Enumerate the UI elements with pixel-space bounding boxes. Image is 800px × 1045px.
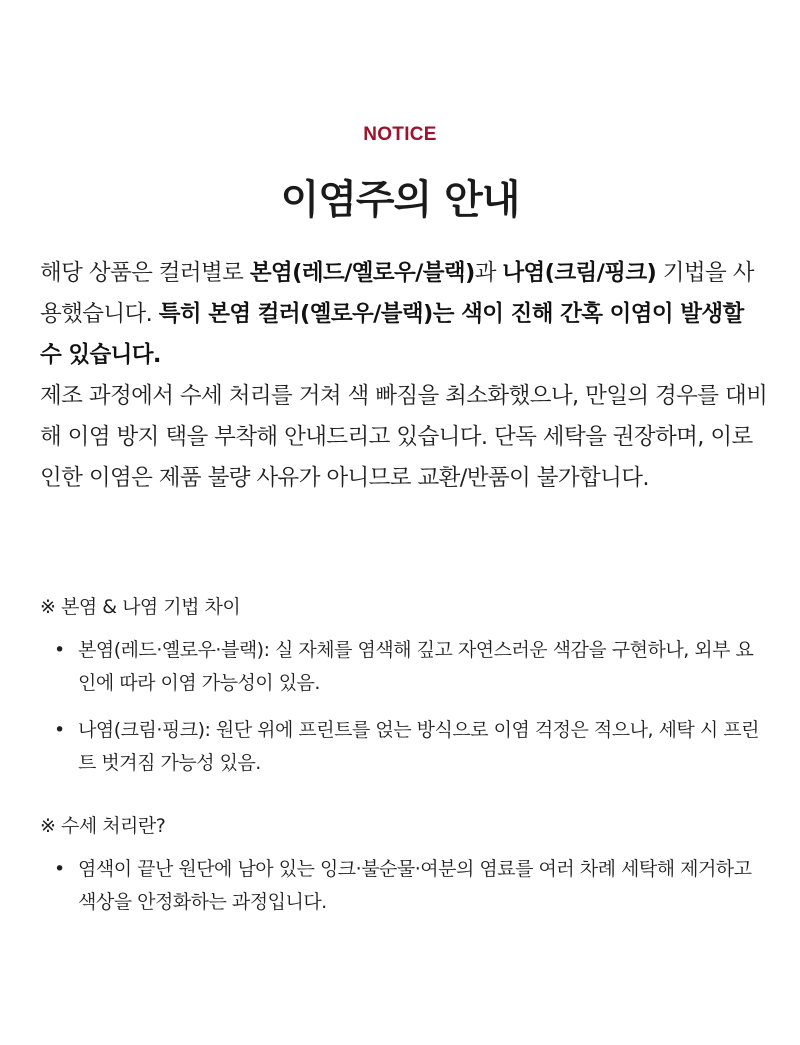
intro-paragraph-1 xyxy=(40,253,770,376)
list-item xyxy=(40,714,760,780)
notice-label: NOTICE xyxy=(363,124,437,145)
page-title: 이염주의 안내 xyxy=(280,177,520,223)
intro-text-part: 과 xyxy=(474,260,503,286)
section-technique-difference xyxy=(40,594,760,794)
list-item xyxy=(40,634,760,700)
list-item-text: 나염(크림·핑크): 원단 위에 프린트를 얹는 방식으로 이염 걱정은 적으나, 세탁 시 프린트 벗겨짐 가능성 있음. xyxy=(78,719,759,774)
intro-text-part: 해당 상품은 컬러별로 xyxy=(40,260,250,286)
bullet-icon: • xyxy=(54,858,65,880)
intro-bold-printed-colors: 나염(크림/핑크) xyxy=(502,260,657,286)
intro-bold-warning: 특히 본염 컬러(옐로우/블랙)는 색이 진해 간혹 이염이 발생할 수 있습니다. xyxy=(40,301,744,368)
list-item-text: 본염(레드·옐로우·블랙): 실 자체를 염색해 깊고 자연스러운 색감을 구현하나, 외부 요인에 따라 이염 가능성이 있음. xyxy=(78,639,754,694)
bullet-icon: • xyxy=(54,719,65,741)
bullet-icon: • xyxy=(54,639,65,661)
intro-bold-dyed-colors: 본염(레드/옐로우/블랙) xyxy=(249,260,475,286)
intro-text-part: 기법을 사용했습니다. xyxy=(40,260,754,327)
list-item-text: 염색이 끝난 원단에 남아 있는 잉크·불순물·여분의 염료를 여러 차례 세탁해 제거하고 색상을 안정화하는 과정입니다. xyxy=(78,858,752,913)
intro-paragraph-2: 제조 과정에서 수세 처리를 거쳐 색 빠짐을 최소화했으나, 만일의 경우를 대비해 이염 방지 택을 부착해 안내드리고 있습니다. 단독 세탁을 권장하며, 이로 인한 이염은 제품 불량 사유가 아니므로 교환/반품이 불가합니다. xyxy=(40,383,768,491)
section-title: ※ 수세 처리란? xyxy=(40,815,166,837)
section-title: ※ 본염 & 나염 기법 차이 xyxy=(40,596,241,618)
intro-text xyxy=(40,253,770,499)
section-washing-process xyxy=(40,813,760,933)
list-item xyxy=(40,853,760,919)
